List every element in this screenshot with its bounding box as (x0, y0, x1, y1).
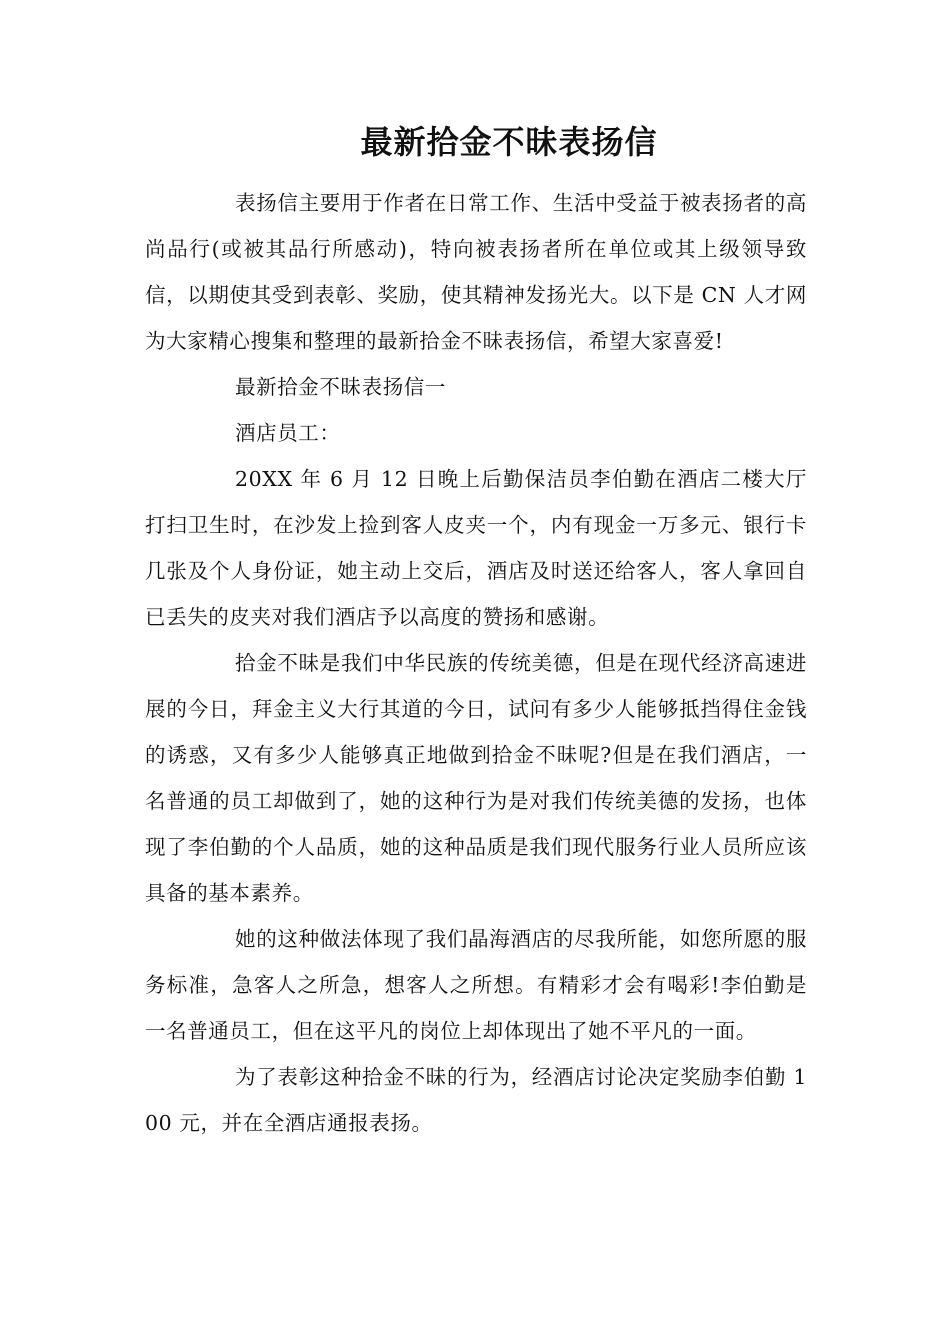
paragraph-intro: 表扬信主要用于作者在日常工作、生活中受益于被表扬者的高尚品行(或被其品行所感动)，特向被表扬者所在单位或其上级领导致信，以期使其受到表彰、奖励，使其精神发扬光大。以下是 CN 人才网为大家精心搜集和整理的最新拾金不昧表扬信，希望大家喜爱! (145, 191, 807, 353)
paragraph-service: 她的这种做法体现了我们晶海酒店的尽我所能，如您所愿的服务标准，急客人之所急，想客人之所想。有精彩才会有喝彩!李伯勤是一名普通员工，但在这平凡的岗位上却体现出了她不平凡的一面。 (145, 927, 807, 1043)
document-body (145, 180, 807, 1146)
paragraph-reward: 为了表彰这种拾金不昧的行为，经酒店讨论决定奖励李伯勤 100 元，并在全酒店通报表扬。 (145, 1065, 807, 1135)
paragraph-virtue: 拾金不昧是我们中华民族的传统美德，但是在现代经济高速进展的今日，拜金主义大行其道的今日，试问有多少人能够抵挡得住金钱的诱惑，又有多少人能够真正地做到拾金不昧呢?但是在我们酒店，一名普通的员工却做到了，她的这种行为是对我们传统美德的发扬，也体现了李伯勤的个人品质，她的这种品质是我们现代服务行业人员所应该具备的基本素养。 (145, 651, 807, 905)
paragraph-salutation: 酒店员工： (235, 421, 341, 445)
paragraph-heading-one: 最新拾金不昧表扬信一 (235, 375, 446, 399)
document-title: 最新拾金不昧表扬信 (360, 123, 658, 161)
paragraph-incident: 20XX 年 6 月 12 日晚上后勤保洁员李伯勤在酒店二楼大厅打扫卫生时，在沙发上捡到客人皮夹一个，内有现金一万多元、银行卡几张及个人身份证，她主动上交后，酒店及时送还给客人，客人拿回自已丢失的皮夹对我们酒店予以高度的赞扬和感谢。 (145, 467, 807, 629)
